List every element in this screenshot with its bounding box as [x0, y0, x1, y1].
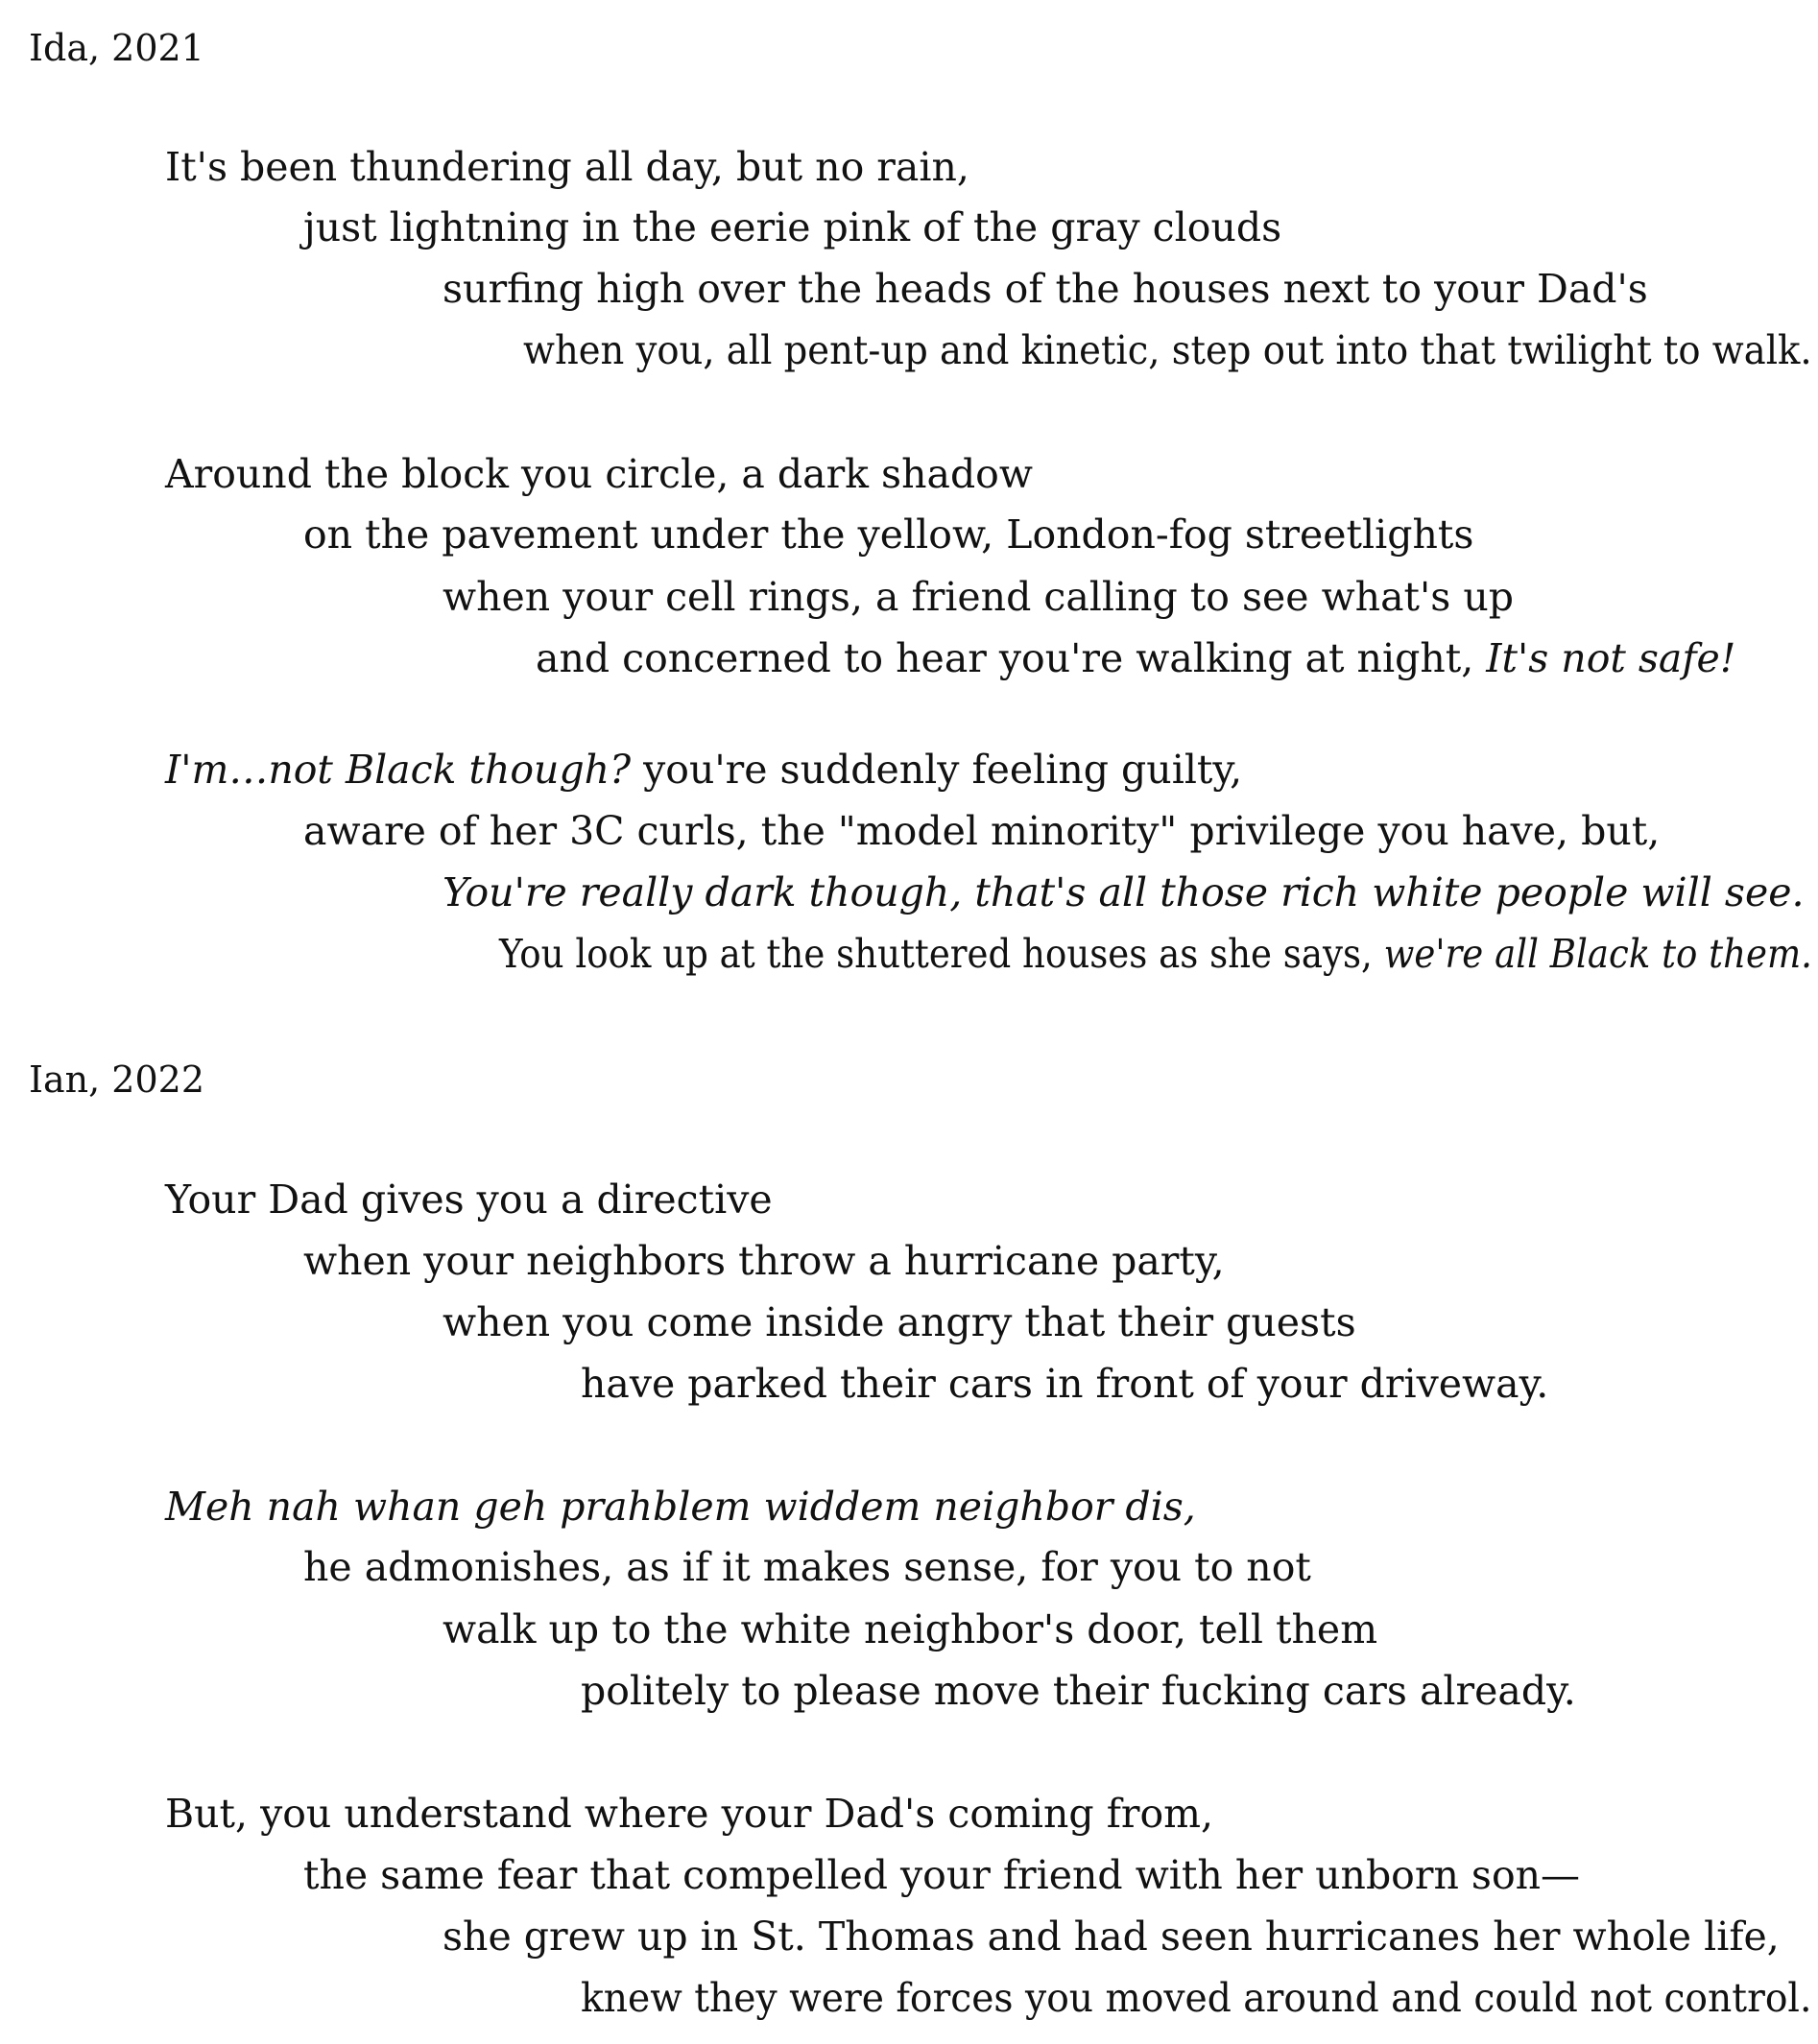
poem-line: when you, all pent-up and kinetic, step out into that twilight to walk.	[523, 327, 1812, 373]
poem-line	[165, 747, 1242, 793]
poem-text: You look up at the shuttered houses as she says,	[499, 931, 1384, 977]
poem-line: Your Dad gives you a directive	[165, 1176, 773, 1223]
poem-line	[499, 931, 1812, 977]
poem-line: knew they were forces you moved around and could not control.	[581, 1975, 1812, 2021]
poem-italic: Meh nah whan geh prahblem widdem neighbor dis,	[165, 1484, 1196, 1530]
poem-line	[443, 869, 1805, 915]
poem-line: walk up to the white neighbor's door, tell them	[443, 1606, 1378, 1652]
section-heading-ian: Ian, 2022	[29, 1058, 205, 1101]
poem-line	[536, 635, 1735, 681]
poem-italic: we're all Black to them.	[1383, 931, 1812, 977]
poem-line: Around the block you circle, a dark shadow	[165, 451, 1033, 497]
poem-line: the same fear that compelled your friend with her unborn son—	[303, 1852, 1581, 1898]
poem-italic: I'm…not Black though?	[165, 747, 632, 793]
poem-line: just lightning in the eerie pink of the gray clouds	[303, 204, 1282, 250]
poem-line: But, you understand where your Dad's coming from,	[165, 1791, 1214, 1837]
poem-line: surfing high over the heads of the houses next to your Dad's	[443, 266, 1648, 312]
poem-text: and concerned to hear you're walking at night,	[536, 635, 1487, 681]
poem-line: when your cell rings, a friend calling to see what's up	[443, 574, 1514, 620]
poem-italic: You're really dark though, that's all those rich white people will see.	[443, 869, 1805, 915]
poem-line: when you come inside angry that their guests	[443, 1299, 1356, 1345]
poem-line: aware of her 3C curls, the "model minority" privilege you have, but,	[303, 808, 1661, 854]
poem-line: politely to please move their fucking cars already.	[581, 1668, 1576, 1714]
poem-line: he admonishes, as if it makes sense, for you to not	[303, 1544, 1311, 1590]
poem-text: you're suddenly feeling guilty,	[631, 747, 1243, 793]
poem-line	[165, 1484, 1196, 1530]
poem-line: It's been thundering all day, but no rain,	[165, 144, 969, 190]
section-heading-ida: Ida, 2021	[29, 27, 204, 69]
poem-line: when your neighbors throw a hurricane party,	[303, 1238, 1225, 1284]
poem-italic: It's not safe!	[1486, 635, 1736, 681]
poem-line: on the pavement under the yellow, London-fog streetlights	[303, 511, 1474, 558]
poem-line: have parked their cars in front of your driveway.	[581, 1361, 1549, 1407]
poem-line: she grew up in St. Thomas and had seen hurricanes her whole life,	[443, 1913, 1780, 1960]
